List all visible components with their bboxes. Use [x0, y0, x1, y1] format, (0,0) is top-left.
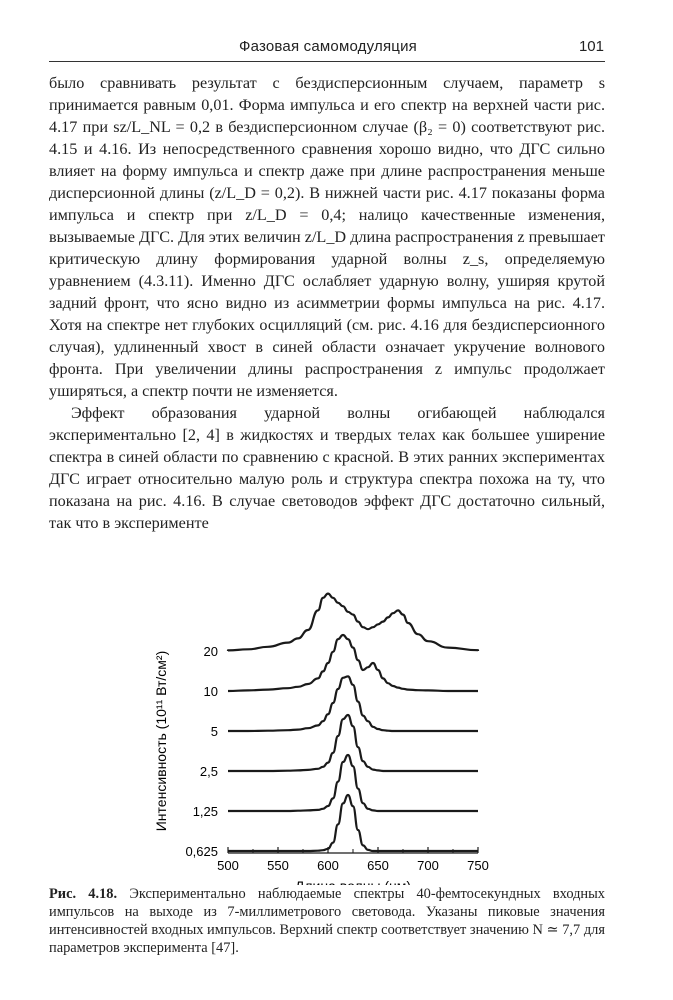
spectrum-line-0	[228, 594, 478, 651]
offset-label-3: 2,5	[199, 764, 218, 779]
spectrum-line-2	[228, 676, 478, 731]
running-title: Фазовая самомодуляция	[239, 38, 417, 55]
x-tick-label-5: 750	[467, 858, 489, 873]
offset-label-4: 1,25	[192, 804, 218, 819]
offset-label-5: 0,625	[185, 844, 218, 859]
spectrum-line-1	[228, 635, 478, 691]
paragraph-2: Эффект образования ударной волны огибающей наблюдался экспериментально [2, 4] в жидкостях и твердых телах как большее уширение спектра в синей области по сравнению с красной. В этих ранних экспериментах ДГС играет относительно малую роль и структура спектра похожа на ту, что показана на рис. 4.16. В случае световодов эффект ДГС достаточно сильный, так что в эксперименте	[49, 404, 605, 532]
page-number: 101	[578, 38, 604, 55]
x-tick-label-4: 700	[417, 858, 439, 873]
offset-label-1: 10	[203, 684, 218, 699]
offset-label-0: 20	[203, 644, 218, 659]
paragraph-1: было сравнивать результат с бездисперсионным случаем, параметр s принимается равным 0,01. Форма импульса и его спектр на верхней части рис. 4.17 при sz/L_NL = 0,2 в бездисперсионном случае (β₂ = 0) соответствуют рис. 4.15 и 4.16. Из непосредственного сравнения хорошо видно, что ДГС сильно влияет на форму импульса и спектр даже при длине распространения меньше дисперсионной длины (z/L_D = 0,2). В нижней части рис. 4.17 показаны форма импульса и спектр при z/L_D = 0,4; налицо качественные изменения, вызываемые ДГС. Для этих величин z/L_D длина распространения z превышает критическую длину формирования ударной волны z_s, определяемую уравнением (4.3.11). Именно ДГС ослабляет ударную волну, уширяя крутой задний фронт, что ясно видно из асимметрии формы импульса на рис. 4.17. Хотя на спектре нет глубоких осцилляций (см. рис. 4.16 для бездисперсионного случая), удлиненный хвост в синей области означает укручение волнового фронта. При увеличении длины распространения z импульс продолжает уширяться, а спектр почти не изменяется.	[49, 74, 605, 400]
x-tick-label-3: 650	[367, 858, 389, 873]
spectra-chart	[150, 555, 500, 885]
caption-text: Экспериментально наблюдаемые спектры 40-фемтосекундных входных импульсов на выходе из 7-миллиметрового световода. Указаны пиковые значения интенсивностей входных импульсов. Верхний спектр соответствует значению N ≃ 7,7 для параметров эксперимента [47].	[49, 886, 605, 956]
spectrum-line-4	[228, 755, 478, 811]
caption-label: Рис. 4.18.	[49, 886, 118, 902]
x-tick-label-2: 600	[317, 858, 339, 873]
offset-label-2: 5	[210, 724, 218, 739]
x-tick-label-1: 550	[267, 858, 289, 873]
y-axis-label: Интенсивность (10¹¹ Вт/см²)	[153, 650, 169, 832]
spectrum-line-3	[228, 715, 478, 771]
figure-caption	[49, 885, 605, 957]
x-tick-label-0: 500	[217, 858, 239, 873]
spectrum-line-5	[228, 795, 478, 851]
header-rule	[49, 61, 605, 62]
figure-4-18	[150, 555, 500, 885]
body-text	[49, 72, 605, 534]
running-head	[49, 38, 604, 62]
x-axis-label	[295, 878, 411, 885]
